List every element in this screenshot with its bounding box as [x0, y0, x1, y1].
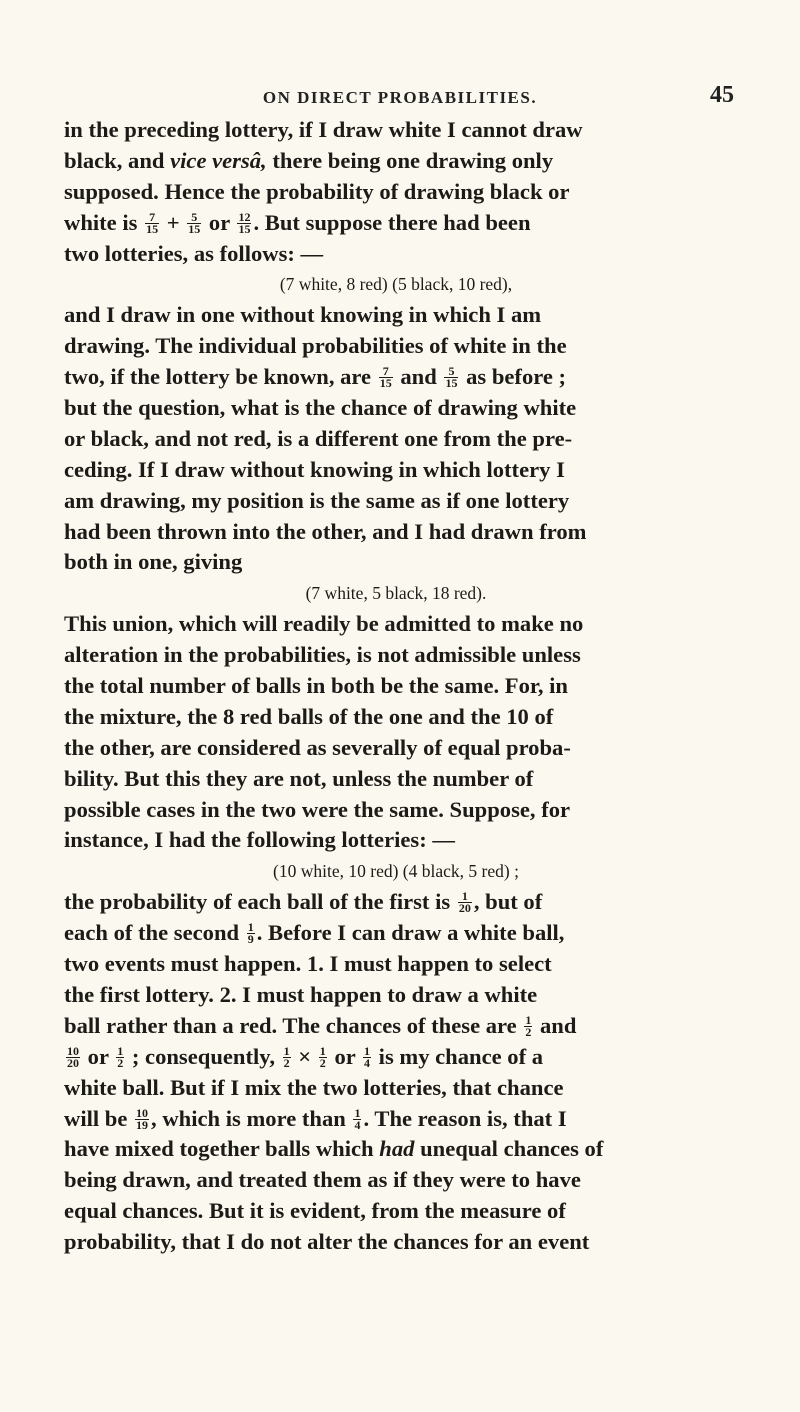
- text-span: have mixed together balls which: [64, 1136, 380, 1162]
- fraction-denominator: 15: [238, 221, 251, 236]
- fraction: [363, 1043, 371, 1070]
- lottery-display: (7 white, 5 black, 18 red).: [305, 583, 487, 604]
- text-line: probability, that I do not alter the chances for an event: [64, 1229, 590, 1255]
- fraction-denominator: 20: [458, 901, 471, 916]
- fraction: [283, 1043, 291, 1070]
- text-line: being drawn, and treated them as if they were to have: [64, 1167, 581, 1193]
- text-span: or: [328, 1043, 362, 1069]
- fraction: [145, 209, 159, 236]
- body-text: [64, 115, 728, 1258]
- fraction-denominator: 20: [67, 1055, 79, 1070]
- text-line: possible cases in the two were the same. Suppose, for: [64, 796, 571, 822]
- fraction-numerator: 5: [187, 212, 201, 224]
- text-line: bility. But this they are not, unless the number of: [64, 765, 534, 791]
- fraction: [187, 209, 201, 236]
- italic-phrase: had: [379, 1136, 415, 1162]
- fraction-denominator: 4: [364, 1055, 371, 1070]
- text-line: the mixture, the 8 red balls of the one and the 10 of: [64, 703, 554, 729]
- fraction: [237, 209, 251, 236]
- page-number: 45: [710, 82, 734, 108]
- text-line: [64, 1011, 728, 1042]
- text-line: the first lottery. 2. I must happen to draw a white: [64, 981, 538, 1007]
- fraction-numerator: 10: [136, 1105, 149, 1120]
- fraction-numerator: 1: [117, 1043, 124, 1058]
- text-line: alteration in the probabilities, is not admissible unless: [64, 642, 581, 668]
- lottery-display: (7 white, 8 red) (5 black, 10 red),: [279, 274, 513, 295]
- text-line: drawing. The individual probabilities of white in the: [64, 333, 567, 359]
- text-line: ceding. If I draw without knowing in which lottery I: [64, 456, 565, 482]
- fraction: [444, 366, 458, 389]
- text-span: and: [394, 364, 443, 390]
- text-line: the total number of balls in both be the same. For, in: [64, 673, 569, 699]
- text-span: is my chance of a: [373, 1043, 544, 1069]
- text-line: in the preceding lottery, if I draw white I cannot draw: [64, 117, 583, 142]
- text-line: white ball. But if I mix the two lotteries, that chance: [64, 1074, 564, 1100]
- page-header: [0, 82, 800, 112]
- fraction: [66, 1043, 80, 1070]
- text-span: white is: [64, 209, 144, 235]
- fraction-denominator: 19: [136, 1117, 149, 1132]
- fraction-numerator: 1: [283, 1043, 290, 1058]
- italic-phrase: vice versâ,: [170, 147, 267, 173]
- fraction-numerator: 5: [444, 366, 458, 378]
- fraction: [379, 366, 393, 389]
- text-line: had been thrown into the other, and I had drawn from: [64, 518, 587, 544]
- text-line: two events must happen. 1. I must happen to select: [64, 951, 552, 977]
- text-line: [64, 362, 728, 393]
- fraction-numerator: 1: [458, 891, 472, 903]
- fraction-numerator: 12: [238, 209, 251, 224]
- text-line: equal chances. But it is evident, from the measure of: [64, 1198, 566, 1224]
- fraction-numerator: 1: [364, 1043, 371, 1058]
- text-span: will be: [64, 1105, 134, 1131]
- fraction-numerator: 10: [67, 1043, 79, 1058]
- text-span: there being one drawing only: [266, 147, 554, 173]
- text-span: ball rather than a red. The chances of these are: [64, 1012, 523, 1038]
- fraction: [247, 922, 255, 945]
- fraction-denominator: 2: [319, 1055, 326, 1070]
- fraction: [458, 891, 472, 914]
- text-span: +: [161, 209, 186, 235]
- text-line: am drawing, my position is the same as if one lottery: [64, 487, 570, 513]
- fraction-numerator: 7: [379, 366, 393, 378]
- text-line: but the question, what is the chance of drawing white: [64, 395, 577, 421]
- text-span: , but of: [473, 889, 543, 915]
- fraction-numerator: 1: [525, 1012, 532, 1027]
- text-span: . Before I can draw a white ball,: [256, 920, 565, 946]
- text-span: . The reason is, that I: [363, 1105, 567, 1131]
- text-line: [64, 918, 728, 949]
- text-span: ; consequently,: [126, 1043, 281, 1069]
- fraction: [116, 1043, 124, 1070]
- fraction: [353, 1105, 361, 1132]
- fraction-denominator: 15: [188, 221, 201, 236]
- fraction-denominator: 15: [146, 221, 159, 236]
- text-span: or: [82, 1043, 115, 1069]
- fraction-denominator: 2: [525, 1024, 532, 1039]
- text-line: [64, 887, 728, 918]
- text-line: [64, 1134, 728, 1165]
- lottery-display: (10 white, 10 red) (4 black, 5 red) ;: [273, 861, 519, 882]
- text-line: the other, are considered as severally of equal proba-: [64, 734, 571, 760]
- text-line: This union, which will readily be admitted to make no: [64, 611, 584, 637]
- text-line: [64, 208, 728, 239]
- fraction: [135, 1105, 149, 1132]
- text-line: or black, and not red, is a different one from the pre-: [64, 425, 573, 451]
- text-span: . But suppose there had been: [253, 209, 531, 235]
- text-span: unequal chances of: [414, 1136, 604, 1162]
- text-line: [64, 1042, 728, 1073]
- text-span: two, if the lottery be known, are: [64, 364, 377, 390]
- fraction-numerator: 1: [319, 1043, 326, 1058]
- text-line: supposed. Hence the probability of drawing black or: [64, 178, 570, 204]
- fraction-numerator: 1: [247, 920, 254, 935]
- text-span: as before ;: [460, 364, 567, 390]
- text-line: and I draw in one without knowing in which I am: [64, 302, 542, 328]
- text-span: or: [203, 209, 236, 235]
- fraction: [319, 1043, 327, 1070]
- fraction-denominator: 2: [117, 1055, 124, 1070]
- text-span: , which is more than: [151, 1105, 352, 1131]
- text-line: two lotteries, as follows: —: [64, 240, 324, 266]
- fraction-numerator: 1: [354, 1105, 361, 1120]
- fraction-denominator: 15: [379, 376, 392, 391]
- text-line: instance, I had the following lotteries: —: [64, 827, 455, 853]
- text-span: black, and: [64, 147, 171, 173]
- text-line: [64, 1104, 728, 1135]
- text-span: ×: [292, 1043, 317, 1069]
- text-span: each of the second: [64, 920, 245, 946]
- text-line: both in one, giving: [64, 549, 243, 575]
- text-span: and: [534, 1012, 577, 1038]
- text-line: [64, 146, 728, 177]
- fraction-numerator: 7: [145, 212, 159, 224]
- fraction-denominator: 15: [445, 376, 458, 391]
- fraction-denominator: 2: [283, 1055, 290, 1070]
- fraction: [524, 1012, 532, 1039]
- running-title: ON DIRECT PROBABILITIES.: [262, 88, 538, 107]
- fraction-denominator: 4: [354, 1117, 361, 1132]
- fraction-denominator: 9: [247, 932, 254, 947]
- text-span: the probability of each ball of the first is: [64, 889, 456, 915]
